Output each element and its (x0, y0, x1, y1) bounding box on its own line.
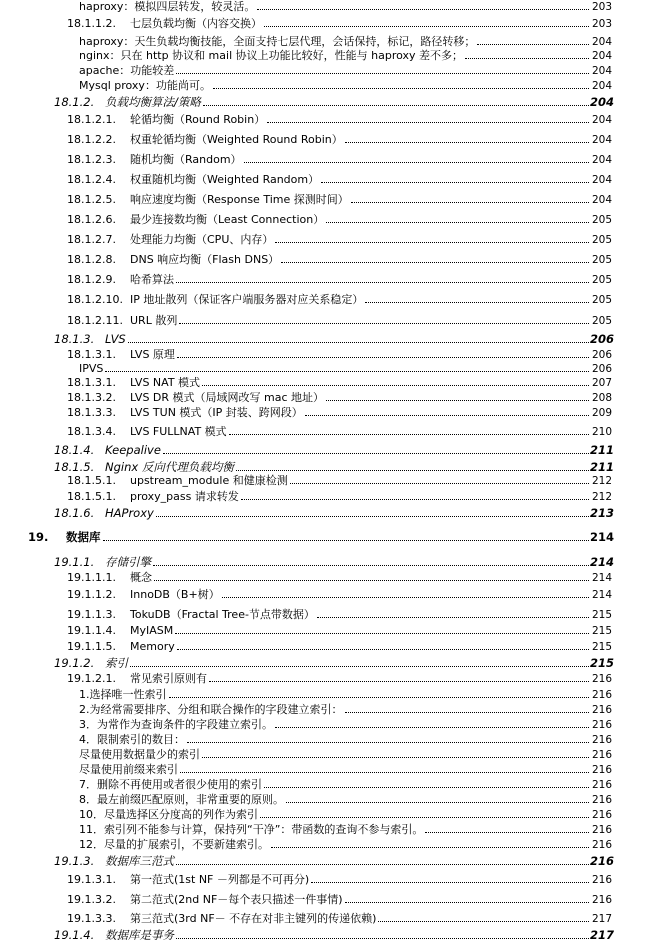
toc-entry-number: 18.1.5.1. (67, 474, 116, 487)
toc-entry[interactable] (0, 314, 650, 328)
toc-entry-number: 19.1.3.2. (67, 893, 116, 906)
toc-entry-page: 204 (591, 50, 612, 62)
toc-entry[interactable] (0, 332, 650, 346)
toc-entry-page: 215 (591, 625, 612, 637)
toc-entry-title: 12．尽量的扩展索引，不要新建索引。 (79, 838, 269, 851)
toc-entry-number: 18.1.2.6. (67, 213, 116, 226)
toc-entry[interactable] (0, 808, 650, 822)
dot-leader (176, 938, 589, 939)
toc-entry[interactable] (0, 555, 650, 569)
toc-entry-page: 211 (590, 443, 615, 457)
toc-entry-number: 18.1.2.4. (67, 173, 116, 186)
toc-entry-title: LVS (105, 332, 126, 346)
toc-entry-title: 第三范式(3rd NF－ 不存在对非主键列的传递依赖) (130, 912, 377, 925)
toc-entry-page: 217 (591, 913, 612, 925)
toc-entry[interactable] (0, 506, 650, 520)
toc-entry-page: 216 (591, 824, 612, 836)
toc-entry[interactable] (0, 838, 650, 852)
toc-entry-title: 11．索引列不能参与计算，保持列“干净”：带函数的查询不参与索引。 (79, 823, 424, 836)
toc-entry[interactable] (0, 490, 650, 504)
toc-entry[interactable] (0, 49, 650, 63)
toc-entry[interactable] (0, 173, 650, 187)
toc-entry-title: LVS NAT 模式 (130, 376, 201, 389)
toc-entry-number: 19.1.1.1. (67, 571, 116, 584)
toc-entry-title: URL 散列 (130, 314, 178, 327)
toc-entry[interactable] (0, 273, 650, 287)
toc-entry-number: 18.1.3.3. (67, 406, 116, 419)
toc-entry-title: 数据库是事务 (105, 928, 174, 942)
toc-entry-number: 18.1.2.8. (67, 253, 116, 266)
dot-leader (169, 697, 590, 698)
toc-entry-number: 19.1.1.3. (67, 608, 116, 621)
toc-entry-page: 203 (591, 1, 612, 13)
toc-entry-page: 214 (591, 589, 612, 601)
dot-leader (264, 787, 589, 788)
toc-entry-title: 3．为常作为查询条件的字段建立索引。 (79, 718, 273, 731)
toc-entry-page: 209 (591, 407, 612, 419)
toc-entry[interactable] (0, 778, 650, 792)
toc-entry[interactable] (0, 348, 650, 362)
dot-leader (202, 385, 589, 386)
dot-leader (176, 282, 589, 283)
toc-entry-page: 216 (591, 704, 612, 716)
dot-leader (130, 666, 589, 667)
dot-leader (345, 712, 590, 713)
dot-leader (275, 727, 589, 728)
toc-entry-number: 19.1.2.1. (67, 672, 116, 685)
toc-entry-number: 19.1.1.2. (67, 588, 116, 601)
toc-entry-number: 18.1.2.1. (67, 113, 116, 126)
toc-entry-title: Memory (130, 640, 175, 653)
toc-entry-page: 216 (591, 689, 612, 701)
toc-entry-title: proxy_pass 请求转发 (130, 490, 239, 503)
toc-entry-title: 存储引擎 (105, 555, 151, 569)
toc-entry[interactable] (0, 35, 650, 49)
dot-leader (103, 540, 590, 541)
toc-entry-title: 尽量使用数据量少的索引 (79, 748, 200, 761)
toc-entry[interactable] (0, 763, 650, 777)
toc-entry-page: 206 (591, 349, 612, 361)
toc-entry-number: 19.1.1.5. (67, 640, 116, 653)
toc-entry-page: 215 (591, 609, 612, 621)
dot-leader (202, 757, 589, 758)
toc-entry-title: haproxy：天生负载均衡技能，全面支持七层代理，会话保持，标记，路径转移； (79, 35, 476, 48)
toc-entry-page: 206 (590, 332, 615, 346)
toc-entry-number: 18.1.1.2. (67, 17, 116, 30)
toc-entry-page: 204 (591, 194, 612, 206)
dot-leader (176, 73, 589, 74)
toc-entry-page: 204 (591, 36, 612, 48)
toc-entry[interactable] (0, 793, 650, 807)
toc-entry-number: 19. (28, 530, 49, 544)
dot-leader (222, 597, 589, 598)
toc-entry[interactable] (0, 213, 650, 227)
toc-entry-title: apache：功能较差 (79, 64, 175, 77)
toc-entry[interactable] (0, 79, 650, 93)
toc-entry-number: 18.1.3.1. (67, 348, 116, 361)
dot-leader (187, 742, 589, 743)
dot-leader (345, 142, 589, 143)
toc-entry-page: 216 (591, 874, 612, 886)
dot-leader (180, 772, 589, 773)
dot-leader (105, 371, 589, 372)
toc-entry-number: 18.1.3. (54, 332, 95, 346)
toc-entry-page: 206 (591, 363, 612, 375)
toc-entry-page: 216 (590, 854, 615, 868)
toc-entry-title: DNS 响应均衡（Flash DNS） (130, 253, 280, 266)
dot-leader (425, 832, 589, 833)
dot-leader (477, 44, 589, 45)
toc-entry-number: 18.1.3.2. (67, 391, 116, 404)
dot-leader (244, 162, 589, 163)
toc-entry-page: 205 (591, 274, 612, 286)
dot-leader (311, 882, 589, 883)
toc-entry-number: 18.1.2.7. (67, 233, 116, 246)
toc-entry-title: 10．尽量选择区分度高的列作为索引 (79, 808, 258, 821)
toc-entry-page: 216 (591, 839, 612, 851)
toc-entry[interactable] (0, 571, 650, 585)
toc-entry-page: 214 (590, 555, 615, 569)
toc-entry-page: 211 (590, 460, 615, 474)
toc-entry-title: 2.为经常需要排序、分组和联合操作的字段建立索引： (79, 703, 343, 716)
dot-leader (257, 9, 589, 10)
toc-entry[interactable] (0, 588, 650, 602)
toc-entry-title: 随机均衡（Random） (130, 153, 242, 166)
toc-entry[interactable] (0, 928, 650, 942)
dot-leader (128, 342, 589, 343)
toc-entry[interactable] (0, 113, 650, 127)
toc-entry-number: 18.1.5.1. (67, 490, 116, 503)
toc-entry-number: 18.1.2. (54, 95, 95, 109)
toc-entry-page: 216 (591, 809, 612, 821)
toc-entry[interactable] (0, 912, 650, 926)
toc-entry[interactable] (0, 133, 650, 147)
toc-entry-number: 18.1.2.3. (67, 153, 116, 166)
toc-entry-title: nginx：只在 http 协议和 mail 协议上功能比较好，性能与 haproxy 差不多； (79, 49, 464, 62)
toc-entry-page: 216 (591, 894, 612, 906)
toc-entry[interactable] (0, 293, 650, 307)
toc-entry-page: 204 (590, 95, 615, 109)
toc-entry[interactable] (0, 253, 650, 267)
toc-entry[interactable] (0, 233, 650, 247)
dot-leader (177, 649, 589, 650)
dot-leader (177, 357, 589, 358)
dot-leader (154, 580, 589, 581)
toc-entry-title: 权重轮循均衡（Weighted Round Robin） (130, 133, 343, 146)
dot-leader (281, 262, 589, 263)
toc-entry[interactable] (0, 406, 650, 420)
toc-entry-title: 最少连接数均衡（Least Connection） (130, 213, 325, 226)
dot-leader (264, 26, 589, 27)
toc-entry[interactable] (0, 893, 650, 907)
dot-leader (345, 902, 589, 903)
toc-entry-title: 1.选择唯一性索引 (79, 688, 167, 701)
toc-entry-page: 213 (590, 506, 615, 520)
toc-entry-title: LVS 原理 (130, 348, 175, 361)
toc-entry[interactable] (0, 854, 650, 868)
dot-leader (271, 847, 589, 848)
dot-leader (179, 323, 589, 324)
toc-entry-page: 205 (591, 294, 612, 306)
toc-entry-title: 响应速度均衡（Response Time 探测时间） (130, 193, 349, 206)
toc-entry-page: 214 (590, 530, 615, 544)
dot-leader (260, 817, 589, 818)
toc-entry[interactable] (0, 460, 650, 474)
dot-leader (267, 122, 589, 123)
toc-entry[interactable] (0, 362, 650, 376)
toc-entry-page: 204 (591, 80, 612, 92)
toc-entry-title: 数据库 (66, 530, 101, 544)
toc-entry-page: 216 (591, 749, 612, 761)
toc-entry[interactable] (0, 193, 650, 207)
toc-entry-page: 205 (591, 315, 612, 327)
dot-leader (163, 453, 589, 454)
toc-entry-title: upstream_module 和健康检测 (130, 474, 288, 487)
dot-leader (153, 565, 589, 566)
toc-entry[interactable] (0, 474, 650, 488)
toc-entry[interactable] (0, 608, 650, 622)
toc-entry-title: 常见索引原则有 (130, 672, 207, 685)
toc-entry-number: 18.1.2.5. (67, 193, 116, 206)
dot-leader (286, 802, 589, 803)
toc-entry-title: MyIASM (130, 624, 174, 637)
dot-leader (275, 242, 589, 243)
toc-entry-page: 203 (591, 18, 612, 30)
toc-entry-title: InnoDB（B+树） (130, 588, 220, 601)
toc-entry-number: 18.1.2.10. (67, 293, 123, 306)
toc-entry[interactable] (0, 703, 650, 717)
dot-leader (229, 434, 589, 435)
toc-entry-number: 18.1.5. (54, 460, 95, 474)
dot-leader (203, 105, 589, 106)
toc-entry-title: 尽量使用前缀来索引 (79, 763, 178, 776)
toc-entry-page: 212 (591, 491, 612, 503)
toc-entry[interactable] (0, 530, 650, 544)
toc-entry-number: 18.1.6. (54, 506, 95, 520)
toc-entry-title: 七层负载均衡（内容交换） (130, 17, 262, 30)
toc-entry-title: haproxy：模拟四层转发，较灵活。 (79, 0, 256, 13)
toc-entry-title: 4．限制索引的数目： (79, 733, 185, 746)
toc-entry-number: 18.1.4. (54, 443, 95, 457)
dot-leader (365, 302, 589, 303)
toc-entry-number: 18.1.3.4. (67, 425, 116, 438)
dot-leader (305, 415, 589, 416)
toc-entry-page: 204 (591, 134, 612, 146)
dot-leader (321, 182, 589, 183)
toc-entry-page: 205 (591, 234, 612, 246)
toc-entry[interactable] (0, 873, 650, 887)
toc-entry[interactable] (0, 733, 650, 747)
toc-entry-number: 19.1.3.3. (67, 912, 116, 925)
dot-leader (326, 400, 589, 401)
toc-entry-title: LVS DR 模式（局域网改写 mac 地址） (130, 391, 325, 404)
toc-entry[interactable] (0, 823, 650, 837)
toc-entry-title: 第一范式(1st NF －列都是不可再分) (130, 873, 310, 886)
toc-entry[interactable] (0, 153, 650, 167)
toc-entry-page: 204 (591, 114, 612, 126)
toc-entry-number: 18.1.2.2. (67, 133, 116, 146)
toc-entry-title: Mysql proxy：功能尚可。 (79, 79, 211, 92)
toc-entry-title: 数据库三范式 (105, 854, 174, 868)
toc-entry-page: 204 (591, 174, 612, 186)
toc-entry[interactable] (0, 17, 650, 31)
dot-leader (465, 58, 589, 59)
dot-leader (290, 483, 589, 484)
toc-entry-page: 205 (591, 254, 612, 266)
toc-entry-page: 216 (591, 764, 612, 776)
toc-entry-title: Keepalive (105, 443, 161, 457)
toc-entry-number: 19.1.4. (54, 928, 95, 942)
toc-entry-title: 权重随机均衡（Weighted Random） (130, 173, 320, 186)
toc-entry-page: 216 (591, 719, 612, 731)
toc-entry-page: 215 (590, 656, 615, 670)
toc-entry-title: TokuDB（Fractal Tree-节点带数据） (130, 608, 315, 621)
toc-entry[interactable] (0, 624, 650, 638)
toc-entry-number: 19.1.3. (54, 854, 95, 868)
toc-entry[interactable] (0, 443, 650, 457)
toc-entry-title: 处理能力均衡（CPU、内存） (130, 233, 274, 246)
toc-entry-title: 7．删除不再使用或者很少使用的索引 (79, 778, 262, 791)
toc-entry-page: 216 (591, 794, 612, 806)
toc-entry-number: 19.1.1.4. (67, 624, 116, 637)
dot-leader (213, 88, 589, 89)
toc-entry-page: 210 (591, 426, 612, 438)
toc-entry-title: 哈希算法 (130, 273, 174, 286)
toc-entry-title: 负载均衡算法/策略 (105, 95, 201, 109)
toc-entry[interactable] (0, 718, 650, 732)
toc-entry-page: 217 (590, 928, 615, 942)
toc-entry-title: Nginx 反向代理负载均衡 (105, 460, 234, 474)
toc-entry-title: 索引 (105, 656, 128, 670)
toc-entry-title: 轮循均衡（Round Robin） (130, 113, 266, 126)
toc-entry[interactable] (0, 672, 650, 686)
toc-entry[interactable] (0, 376, 650, 390)
dot-leader (326, 222, 589, 223)
toc-entry-title: 概念 (130, 571, 152, 584)
toc-entry[interactable] (0, 64, 650, 78)
dot-leader (209, 681, 589, 682)
toc-entry-title: LVS TUN 模式（IP 封装、跨网段） (130, 406, 303, 419)
toc-entry-page: 207 (591, 377, 612, 389)
toc-entry-page: 216 (591, 779, 612, 791)
toc-entry-page: 208 (591, 392, 612, 404)
toc-entry[interactable] (0, 425, 650, 439)
toc-entry-number: 18.1.2.11. (67, 314, 123, 327)
toc-entry[interactable] (0, 391, 650, 405)
dot-leader (351, 202, 589, 203)
dot-leader (317, 617, 589, 618)
toc-entry-page: 216 (591, 734, 612, 746)
dot-leader (156, 516, 589, 517)
toc-entry[interactable] (0, 0, 650, 14)
toc-entry-page: 216 (591, 673, 612, 685)
dot-leader (176, 864, 589, 865)
toc-entry-title: 第二范式(2nd NF－每个表只描述一件事情) (130, 893, 343, 906)
toc-entry-number: 19.1.3.1. (67, 873, 116, 886)
toc-entry-page: 205 (591, 214, 612, 226)
toc-entry[interactable] (0, 656, 650, 670)
toc-entry-page: 204 (591, 154, 612, 166)
toc-entry[interactable] (0, 640, 650, 654)
toc-entry[interactable] (0, 95, 650, 109)
toc-entry-number: 19.1.2. (54, 656, 95, 670)
toc-entry[interactable] (0, 748, 650, 762)
toc-entry-title: 8．最左前缀匹配原则，非常重要的原则。 (79, 793, 284, 806)
toc-entry-title: IP 地址散列（保证客户端服务器对应关系稳定） (130, 293, 364, 306)
dot-leader (236, 470, 589, 471)
toc-entry-title: LVS FULLNAT 模式 (130, 425, 227, 438)
toc-entry-page: 214 (591, 572, 612, 584)
toc-entry-number: 18.1.3.1. (67, 376, 116, 389)
toc-entry-title: IPVS (79, 362, 104, 375)
toc-entry-title: HAProxy (105, 506, 154, 520)
dot-leader (175, 633, 589, 634)
dot-leader (378, 921, 589, 922)
toc-entry-page: 215 (591, 641, 612, 653)
toc-entry-page: 204 (591, 65, 612, 77)
toc-entry-number: 19.1.1. (54, 555, 95, 569)
toc-entry-page: 212 (591, 475, 612, 487)
toc-entry[interactable] (0, 688, 650, 702)
toc-entry-number: 18.1.2.9. (67, 273, 116, 286)
dot-leader (241, 499, 589, 500)
